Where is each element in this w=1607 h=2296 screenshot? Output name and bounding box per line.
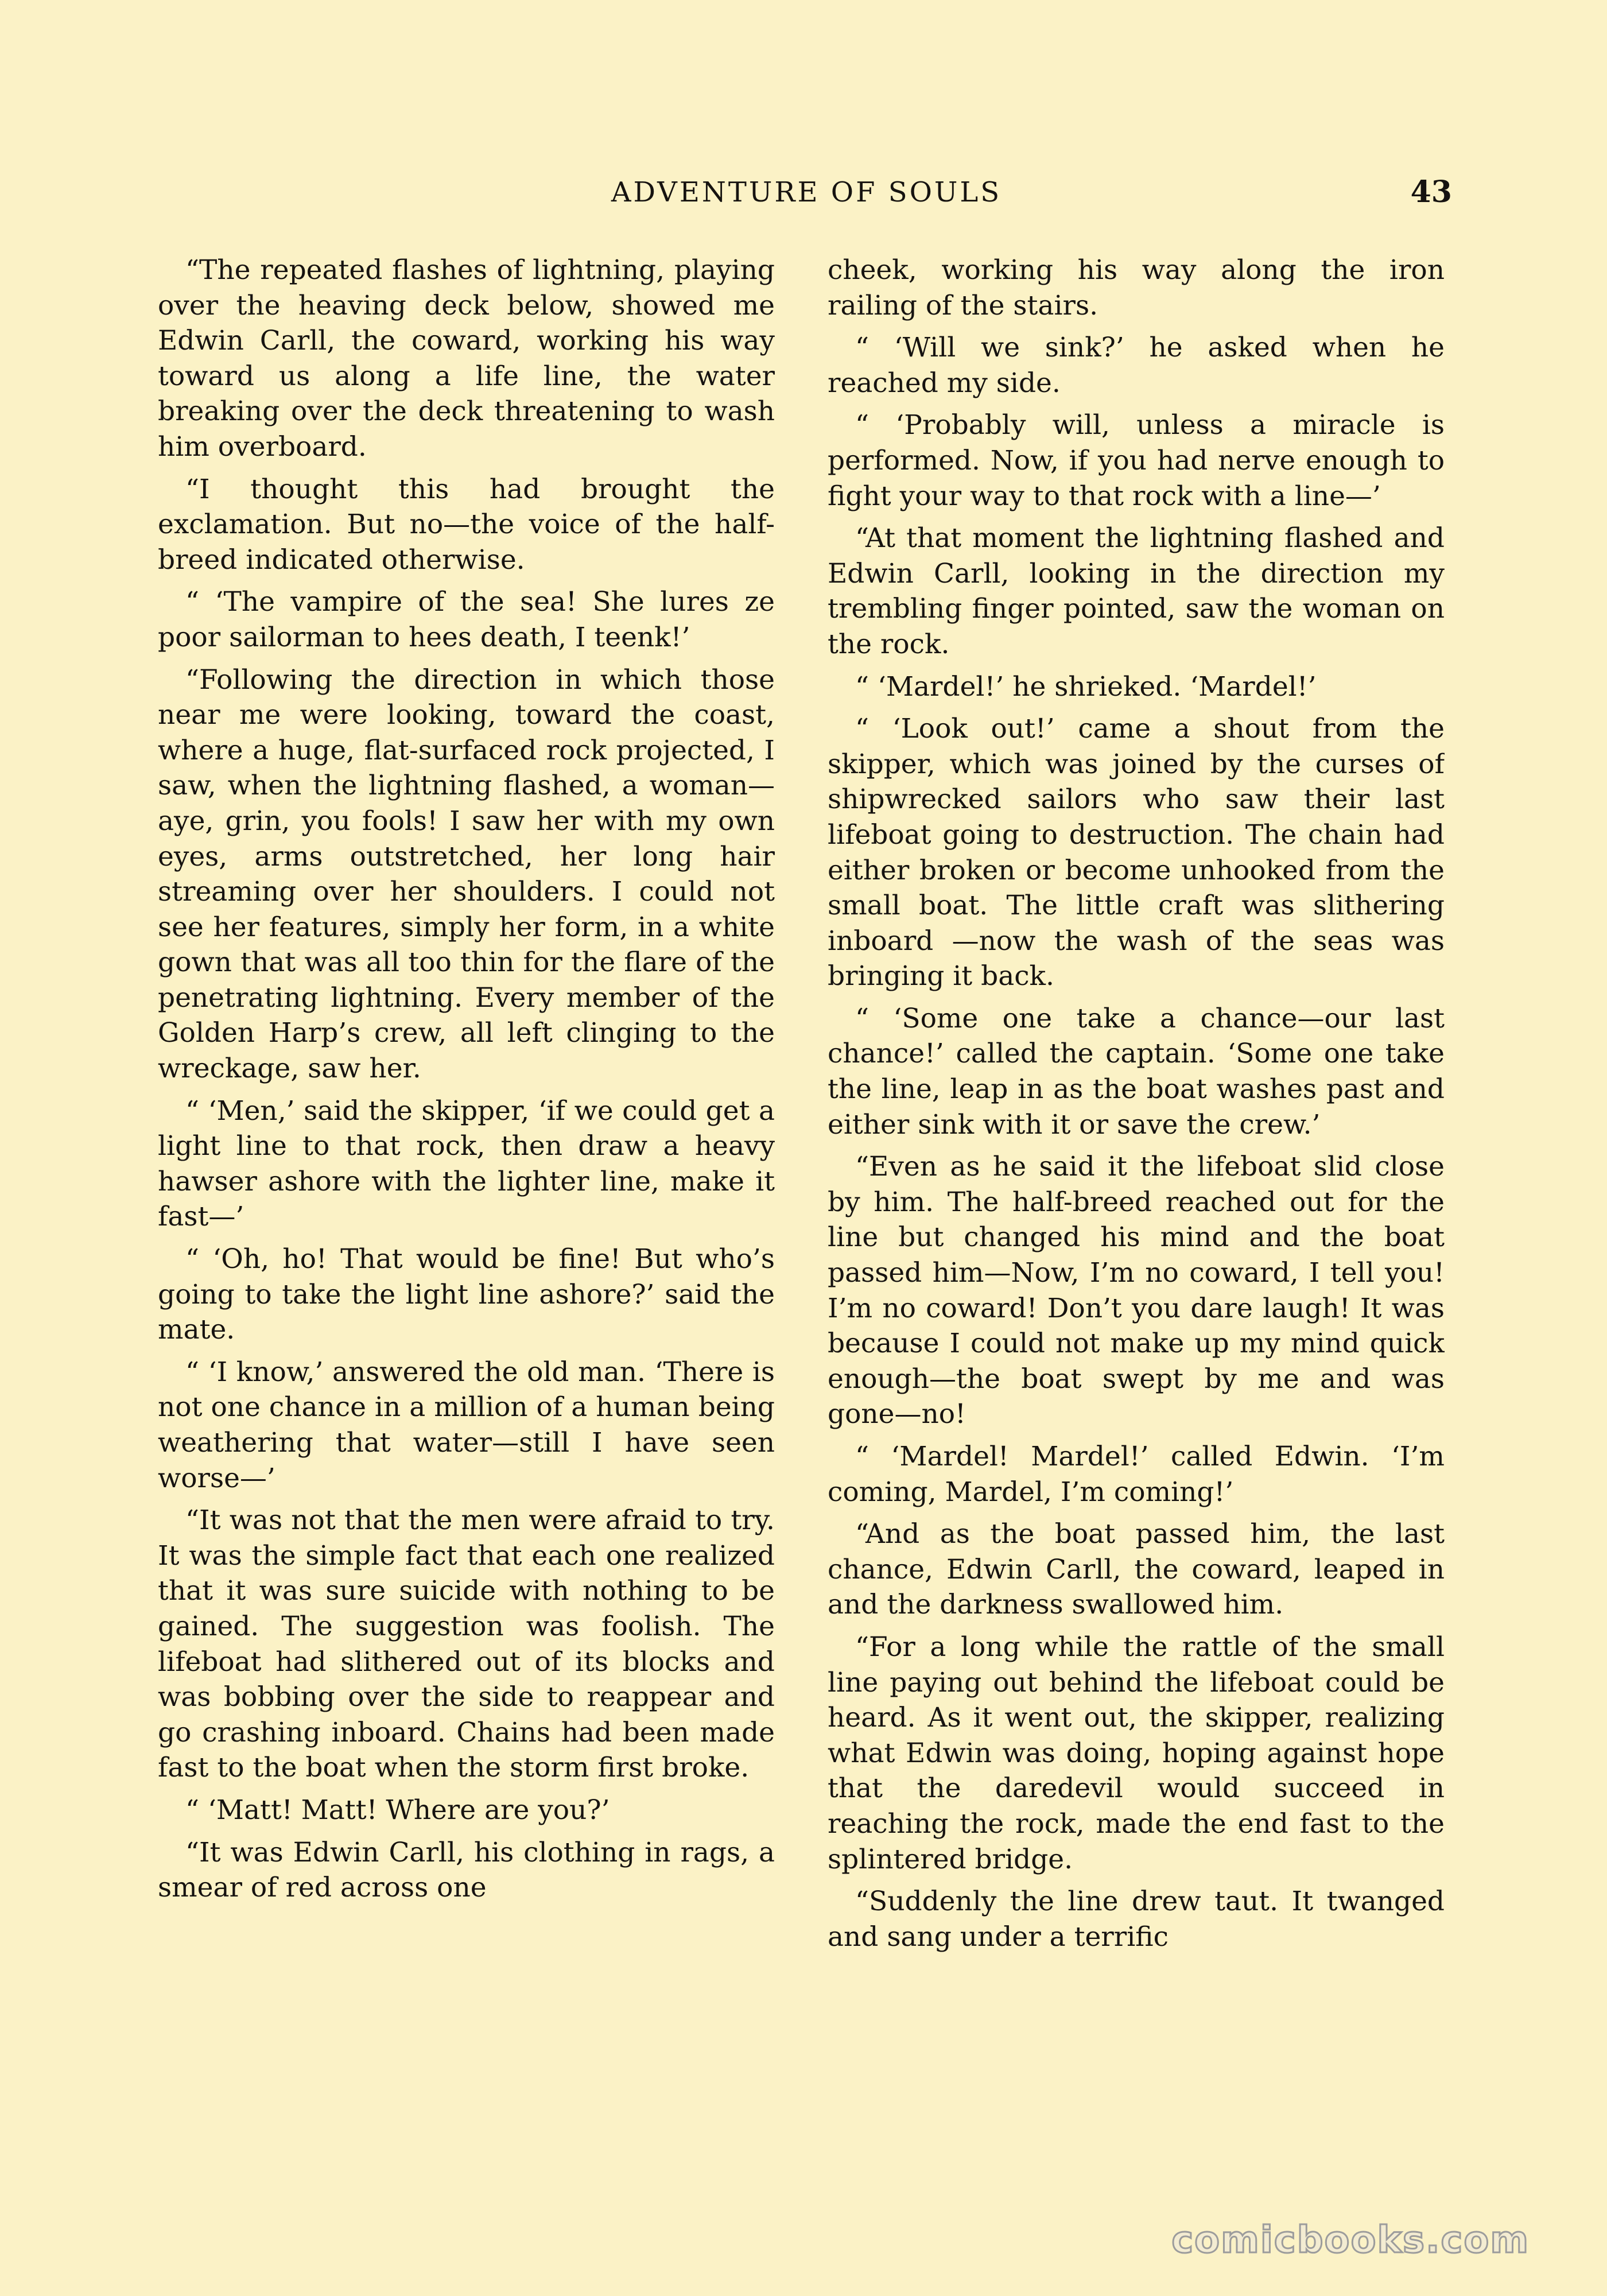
running-title: ADVENTURE OF SOULS [611,176,1002,208]
paragraph: “And as the boat passed him, the last chance, Edwin Carll, the coward, leaped in and the darkness swallowed him. [828,1518,1445,1621]
paragraph: “ ‘Mardel! Mardel!’ called Edwin. ‘I’m coming, Mardel, I’m coming!’ [828,1441,1445,1508]
paragraph: “Even as he said it the lifeboat slid close by him. The half-breed reached out for the line but changed his mind and the boat passed him—Now, I’m no coward, I tell you! I’m no coward! Don’t you dare laugh! It was because I could not make up my mind quick enough—the boat swept by me and was gone—no! [828,1151,1445,1430]
paragraph: “The repeated flashes of lightning, playing over the heaving deck below, showed me Edwin Carll, the coward, working his way toward us along a life line, the water breaking over the deck threatening to wash him overboard. [158,254,775,463]
paragraph: “ ‘Men,’ said the skipper, ‘if we could get a light line to that rock, then draw a heavy hawser ashore with the lighter line, make it fast—’ [158,1095,775,1233]
site-watermark: comicbooks.com [1171,2219,1530,2262]
paragraph: “ ‘Oh, ho! That would be fine! But who’s going to take the light line ashore?’ said the mate. [158,1243,775,1346]
paragraph: “ ‘The vampire of the sea! She lures ze poor sailorman to hees death, I teenk!’ [158,586,775,653]
paragraph: “Suddenly the line drew taut. It twanged and sang under a terrific [828,1886,1445,1953]
paragraph: “ ‘Look out!’ came a shout from the skipper, which was joined by the curses of shipwrecked sailors who saw their last lifeboat going to destruction. The chain had either broken or become unhooked from the small boat. The little craft was slithering inboard —now the wash of the seas was bringing it back. [828,713,1445,992]
paragraph: “ ‘Matt! Matt! Where are you?’ [185,1794,610,1826]
paragraph: “ ‘Some one take a chance—our last chance!’ called the captain. ‘Some one take the line, leap in as the boat washes past and either sink with it or save the crew.’ [828,1002,1445,1141]
page-number: 43 [1410,174,1452,210]
paragraph: “ ‘Probably will, unless a miracle is performed. Now, if you had nerve enough to fight your way to that rock with a line—’ [828,409,1445,512]
paragraph: “It was not that the men were afraid to try. It was the simple fact that each one realized that it was sure suicide with nothing to be gained. The suggestion was foolish. The lifeboat had slithered out of its blocks and was bobbing over the side to reappear and go crashing inboard. Chains had been made fast to the boat when the storm first broke. [158,1504,775,1784]
page-header [161,172,1452,212]
paragraph: “Following the direction in which those near me were looking, toward the coast, where a huge, flat-surfaced rock projected, I saw, when the lightning flashed, a woman—aye, grin, you fools! I saw her with my own eyes, arms outstretched, her long hair streaming over her shoulders. I could not see her features, simply her form, in a white gown that was all too thin for the flare of the penetrating lightning. Every member of the Golden Harp’s crew, all left clinging to the wreckage, saw her. [158,664,775,1085]
paragraph: “It was Edwin Carll, his clothing in rags, a smear of red across one [158,1836,775,1904]
paragraph: “ ‘Mardel!’ he shrieked. ‘Mardel!’ [855,670,1317,703]
paragraph: “For a long while the rattle of the small line paying out behind the lifeboat could be heard. As it went out, the skipper, realizing what Edwin was doing, hoping against hope that the daredevil would succeed in reaching the rock, made the end fast to the splintered bridge. [828,1631,1445,1875]
paragraph: “At that moment the lightning flashed and Edwin Carll, looking in the direction my trembling finger pointed, saw the woman on the rock. [828,522,1445,660]
paragraph: “ ‘I know,’ answered the old man. ‘There is not one chance in a million of a human being weathering that water—still I have seen worse—’ [158,1356,775,1494]
paragraph: “ ‘Will we sink?’ he asked when he reached my side. [828,332,1445,399]
paragraph: “I thought this had brought the exclamation. But no—the voice of the half-breed indicated otherwise. [158,473,775,576]
left-column [158,253,775,2141]
paragraph-continued: cheek, working his way along the iron railing of the stairs. [828,254,1445,321]
right-column [828,253,1445,2141]
